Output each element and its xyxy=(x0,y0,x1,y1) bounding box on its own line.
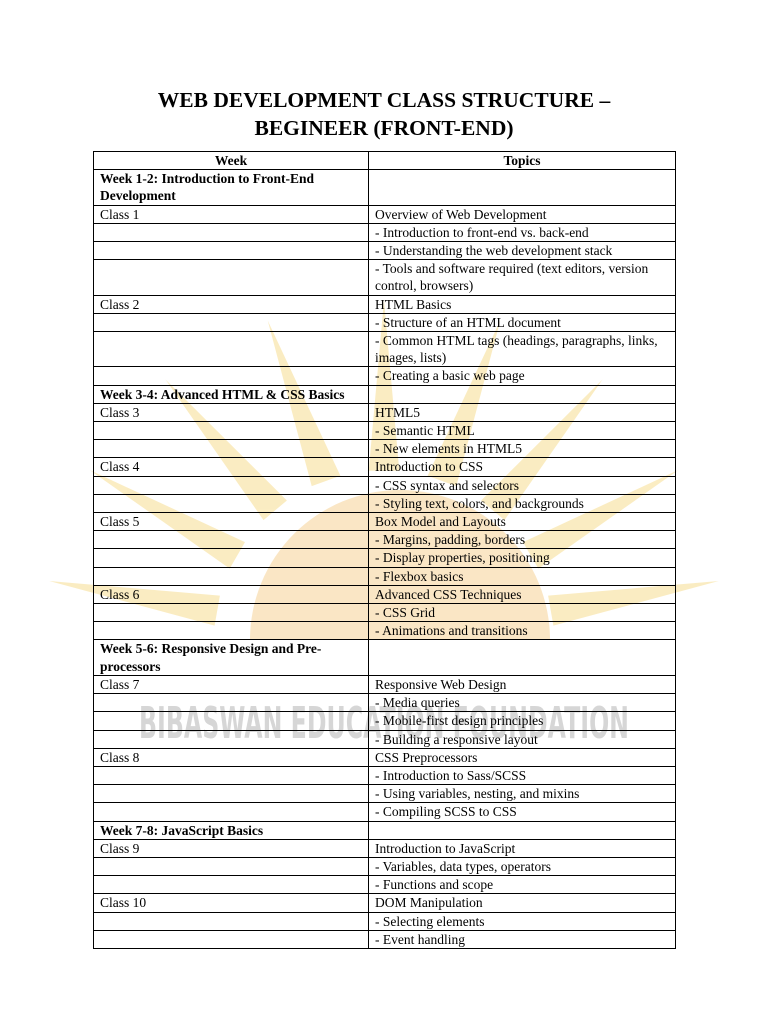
table-row xyxy=(94,494,676,512)
class-cell: Class 8 xyxy=(94,748,369,766)
document-title xyxy=(92,86,676,142)
table-row xyxy=(94,332,676,367)
class-cell xyxy=(94,604,369,622)
topic-cell: - Mobile-first design principles xyxy=(369,712,676,730)
table-row xyxy=(94,313,676,331)
week-section-title: Week 1-2: Introduction to Front-End Development xyxy=(94,170,369,205)
table-row xyxy=(94,513,676,531)
class-cell xyxy=(94,712,369,730)
topic-cell: Overview of Web Development xyxy=(369,205,676,223)
title-line-1: WEB DEVELOPMENT CLASS STRUCTURE – xyxy=(157,88,611,112)
table-row xyxy=(94,260,676,295)
table-row xyxy=(94,675,676,693)
week-section-row xyxy=(94,170,676,205)
class-cell xyxy=(94,876,369,894)
class-schedule-table xyxy=(93,151,676,949)
table-row xyxy=(94,205,676,223)
class-cell: Class 9 xyxy=(94,839,369,857)
column-header-week: Week xyxy=(94,152,369,170)
watermark-text: BIBASWAN EDUCATION FOUNDATION xyxy=(139,698,629,749)
topic-cell: - Functions and scope xyxy=(369,876,676,894)
class-cell xyxy=(94,622,369,640)
topic-cell: - CSS syntax and selectors xyxy=(369,476,676,494)
table-row xyxy=(94,549,676,567)
class-cell: Class 5 xyxy=(94,513,369,531)
table-row xyxy=(94,766,676,784)
topic-cell: - Introduction to front-end vs. back-end xyxy=(369,223,676,241)
table-row xyxy=(94,912,676,930)
table-row xyxy=(94,440,676,458)
topic-cell xyxy=(369,821,676,839)
topic-cell: - Creating a basic web page xyxy=(369,367,676,385)
class-cell xyxy=(94,785,369,803)
table-row xyxy=(94,876,676,894)
topic-cell: - Styling text, colors, and backgrounds xyxy=(369,494,676,512)
week-section-row xyxy=(94,821,676,839)
class-cell xyxy=(94,223,369,241)
topic-cell: - Display properties, positioning xyxy=(369,549,676,567)
topic-cell: - Media queries xyxy=(369,694,676,712)
class-cell: Class 10 xyxy=(94,894,369,912)
topic-cell: - Understanding the web development stack xyxy=(369,242,676,260)
column-header-topics: Topics xyxy=(369,152,676,170)
topic-cell: - Semantic HTML xyxy=(369,422,676,440)
class-cell: Class 2 xyxy=(94,295,369,313)
table-row xyxy=(94,894,676,912)
topic-cell: - Animations and transitions xyxy=(369,622,676,640)
topic-cell: - Flexbox basics xyxy=(369,567,676,585)
topic-cell: - Common HTML tags (headings, paragraphs, links, images, lists) xyxy=(369,332,676,367)
week-section-title: Week 5-6: Responsive Design and Pre-processors xyxy=(94,640,369,675)
class-cell xyxy=(94,422,369,440)
table-row xyxy=(94,476,676,494)
topic-cell: HTML5 xyxy=(369,403,676,421)
topic-cell xyxy=(369,640,676,675)
topic-cell xyxy=(369,385,676,403)
table-row xyxy=(94,531,676,549)
table-row xyxy=(94,295,676,313)
class-cell xyxy=(94,549,369,567)
class-cell xyxy=(94,930,369,948)
topic-cell: - Building a responsive layout xyxy=(369,730,676,748)
table-row xyxy=(94,567,676,585)
topic-cell: - Selecting elements xyxy=(369,912,676,930)
topic-cell: - New elements in HTML5 xyxy=(369,440,676,458)
topic-cell: - Event handling xyxy=(369,930,676,948)
class-cell xyxy=(94,567,369,585)
topic-cell xyxy=(369,170,676,205)
week-section-title: Week 3-4: Advanced HTML & CSS Basics xyxy=(94,385,369,403)
class-cell xyxy=(94,494,369,512)
topic-cell: - Compiling SCSS to CSS xyxy=(369,803,676,821)
class-cell xyxy=(94,912,369,930)
class-cell: Class 3 xyxy=(94,403,369,421)
topic-cell: - Structure of an HTML document xyxy=(369,313,676,331)
week-section-row xyxy=(94,385,676,403)
title-line-2: BEGINEER (FRONT-END) xyxy=(254,116,514,140)
table-row xyxy=(94,839,676,857)
topic-cell: - Variables, data types, operators xyxy=(369,857,676,875)
class-cell xyxy=(94,260,369,295)
table-row xyxy=(94,403,676,421)
table-row xyxy=(94,730,676,748)
topic-cell: - Introduction to Sass/SCSS xyxy=(369,766,676,784)
topic-cell: - CSS Grid xyxy=(369,604,676,622)
week-section-row xyxy=(94,640,676,675)
class-cell xyxy=(94,531,369,549)
class-cell: Class 4 xyxy=(94,458,369,476)
class-cell xyxy=(94,766,369,784)
table-row xyxy=(94,694,676,712)
table-row xyxy=(94,785,676,803)
table-header-row xyxy=(94,152,676,170)
topic-cell: Box Model and Layouts xyxy=(369,513,676,531)
class-cell xyxy=(94,694,369,712)
week-section-title: Week 7-8: JavaScript Basics xyxy=(94,821,369,839)
table-row xyxy=(94,712,676,730)
topic-cell: - Margins, padding, borders xyxy=(369,531,676,549)
topic-cell: Introduction to JavaScript xyxy=(369,839,676,857)
topic-cell: - Tools and software required (text editors, version control, browsers) xyxy=(369,260,676,295)
table-row xyxy=(94,803,676,821)
topic-cell: Advanced CSS Techniques xyxy=(369,585,676,603)
table-row xyxy=(94,458,676,476)
topic-cell: - Using variables, nesting, and mixins xyxy=(369,785,676,803)
class-cell xyxy=(94,313,369,331)
table-row xyxy=(94,422,676,440)
class-cell xyxy=(94,857,369,875)
topic-cell: HTML Basics xyxy=(369,295,676,313)
class-cell xyxy=(94,803,369,821)
table-row xyxy=(94,585,676,603)
table-row xyxy=(94,857,676,875)
topic-cell: CSS Preprocessors xyxy=(369,748,676,766)
table-row xyxy=(94,223,676,241)
class-cell: Class 1 xyxy=(94,205,369,223)
table-row xyxy=(94,622,676,640)
topic-cell: Responsive Web Design xyxy=(369,675,676,693)
topic-cell: Introduction to CSS xyxy=(369,458,676,476)
class-cell xyxy=(94,440,369,458)
table-row xyxy=(94,930,676,948)
class-cell xyxy=(94,242,369,260)
class-cell xyxy=(94,730,369,748)
table-row xyxy=(94,748,676,766)
class-cell: Class 7 xyxy=(94,675,369,693)
class-cell xyxy=(94,332,369,367)
table-row xyxy=(94,367,676,385)
class-cell xyxy=(94,476,369,494)
topic-cell: DOM Manipulation xyxy=(369,894,676,912)
table-row xyxy=(94,242,676,260)
class-cell: Class 6 xyxy=(94,585,369,603)
class-cell xyxy=(94,367,369,385)
table-row xyxy=(94,604,676,622)
